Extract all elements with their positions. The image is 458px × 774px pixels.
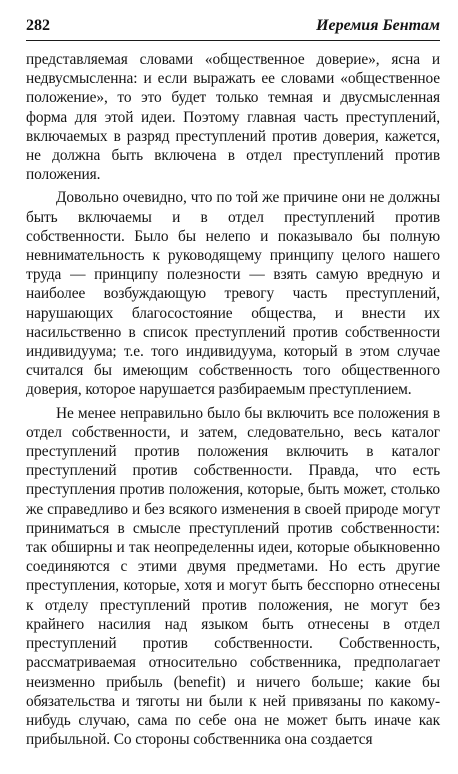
running-header [26,14,440,41]
body-text [26,50,440,749]
running-title: Иеремия Бентам [316,17,440,34]
book-page [26,14,440,766]
paragraph: Не менее неправильно было бы включить все положения в отдел собственности, и затем, следовательно, весь каталог преступлений против положения включить в каталог преступлений против собственности. Правда, что есть преступления против положения, которые, быть может, столько же справедливо и без всякого изменения в своей природе могут приниматься в смысле преступлений против собственности: так обширны и так неопределенны идеи, которые обыкновенно соединяются с этими двумя предметами. Но есть другие преступления, которые, хотя и могут быть бесспорно отнесены к отделу преступлений против положения, не могут без крайнего насилия над языком быть отнесены в отдел преступлений против собственности. Собственность, рассматриваемая относительно собственника, предполагает неизменно прибыль (benefit) и ничего больше; какие бы обязательства и тяготы ни были к ней привязаны по какому-нибудь случаю, сама по себе она не может быть иначе как прибыльной. Со стороны собственника она создается [26,404,440,749]
paragraph: Довольно очевидно, что по той же причине они не должны быть включаемы и в отдел преступлений против собственности. Было бы нелепо и показывало бы полную невнимательность к руководящему принципу целого нашего труда — принципу полезности — взять самую вредную и наиболее возбуждающую тревогу часть преступлений, нарушающих благосостояние общества, и внести их насильственно в список преступлений против собственности индивидуума; т.е. того индивидуума, который в этом случае считался бы имеющим собственность того общественного доверия, которое нарушается разбираемым преступлением. [26,189,440,399]
page-number: 282 [26,17,50,34]
paragraph-continued: представляемая словами «общественное доверие», ясна и недвусмысленна: и если выражать ее словами «общественное положение», то это будет только темная и двусмысленная форма для этой идеи. Поэтому главная часть преступлений, включаемых в разряд преступлений против доверия, кажется, не должна быть включена в отдел преступлений против положения. [26,51,440,184]
